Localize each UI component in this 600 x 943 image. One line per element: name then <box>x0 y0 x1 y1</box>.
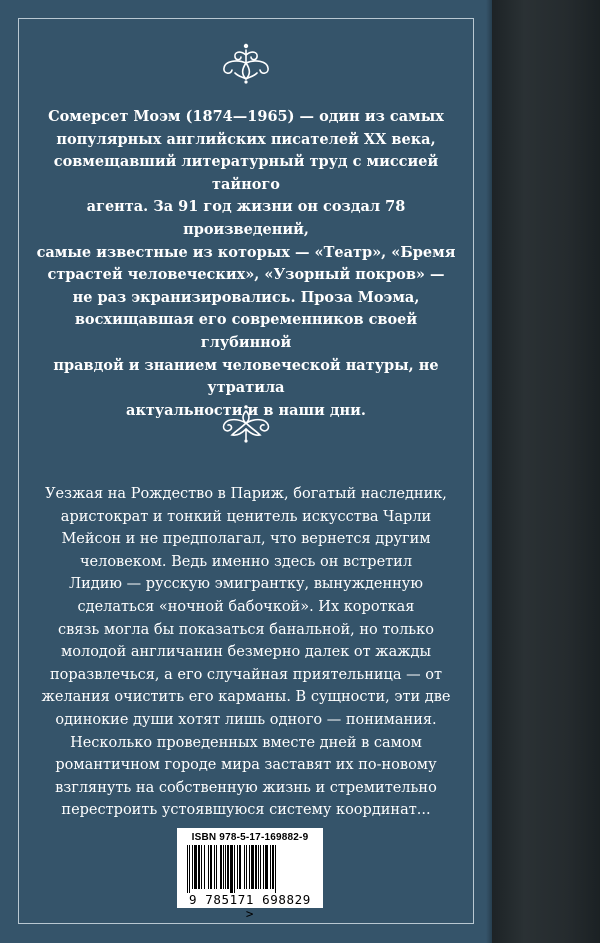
barcode-stripe <box>220 845 222 889</box>
blurb-line: Мейсон и не предполагал, что вернется другим <box>61 531 431 548</box>
barcode-stripe <box>223 845 224 889</box>
barcode-stripe <box>270 845 271 889</box>
blurb-line: желания очистить его карманы. В сущности, эти две <box>41 689 451 706</box>
barcode-stripe <box>260 845 261 889</box>
barcode-stripe <box>214 845 215 889</box>
bio-line: не раз экранизировались. Проза Моэма, <box>72 288 420 306</box>
barcode-stripe <box>244 845 245 889</box>
barcode-stripe <box>265 845 268 889</box>
barcode-stripe <box>237 845 238 889</box>
author-bio <box>28 106 464 422</box>
barcode-stripe <box>255 845 257 889</box>
blurb-line: поразвлечься, а его случайная приятельница — от <box>50 666 442 683</box>
blurb-line: перестроить устоявшуюся систему координат... <box>61 802 431 819</box>
book-spine <box>492 0 600 943</box>
bio-line: Сомерсет Моэм (1874—1965) — один из самых <box>48 108 444 125</box>
bio-line: страстей человеческих», «Узорный покров» — <box>47 266 445 284</box>
blurb-line: Уезжая на Рождество в Париж, богатый наследник, <box>45 486 447 502</box>
barcode-stripe <box>263 845 264 889</box>
bio-line: совмещавший литературный труд с миссией тайного <box>53 153 439 193</box>
barcode-stripe <box>189 845 190 893</box>
blurb-line: романтичном городе мира заставят их по-новому <box>55 757 437 774</box>
bio-line: актуальности и в наши дни. <box>126 401 366 419</box>
barcode-stripe <box>216 845 217 889</box>
blurb-line: взглянуть на собственную жизнь и стремительно <box>55 779 437 796</box>
barcode-stripe <box>194 845 197 889</box>
book-blurb <box>28 483 464 822</box>
barcode-stripe <box>198 845 200 889</box>
barcode-stripe <box>208 845 209 889</box>
barcode-stripe <box>258 845 259 889</box>
ornament-flourish-icon <box>217 41 275 85</box>
blurb-line: сделаться «ночной бабочкой». Их короткая <box>77 598 415 615</box>
blurb-line: Несколько проведенных вместе дней в самом <box>70 734 422 751</box>
barcode-stripe <box>227 845 229 889</box>
barcode-digits: 9 785171 698829 > <box>189 892 311 921</box>
barcode-stripe <box>234 845 235 893</box>
bio-line: правдой и знанием человеческой натуры, не утратила <box>53 356 439 397</box>
barcode-stripe <box>192 845 193 889</box>
barcode-stripe <box>201 845 202 889</box>
barcode-stripe <box>275 845 276 893</box>
barcode-stripe <box>187 845 188 893</box>
bio-line: агента. За 91 год жизни он создал 78 произведений, <box>86 198 406 238</box>
barcode-stripe <box>210 845 212 889</box>
barcode-stripe <box>239 845 241 889</box>
barcode-stripe <box>230 845 233 893</box>
isbn-barcode <box>177 828 323 921</box>
barcode-stripe <box>272 845 274 889</box>
bio-line: восхищавшая его современников своей глубинной <box>74 311 418 351</box>
blurb-line: Лидию — русскую эмигрантку, вынужденную <box>69 576 423 593</box>
blurb-line: молодой англичанин безмерно далек от жажды <box>60 644 432 661</box>
blurb-line: одинокие души хотят лишь одного — понимания. <box>55 711 437 728</box>
barcode-stripe <box>249 845 250 889</box>
barcode-stripe <box>204 845 205 889</box>
bio-line: популярных английских писателей XX века, <box>56 130 436 148</box>
barcode-bars <box>185 845 315 893</box>
blurb-line: связь могла бы показаться банальной, но только <box>58 621 434 638</box>
barcode-stripe <box>251 845 254 889</box>
isbn-label: ISBN 978-5-17-169882-9 <box>191 832 309 843</box>
barcode-stripe <box>225 845 226 889</box>
bio-line: самые известные из которых — «Театр», «Бремя <box>36 243 456 261</box>
blurb-line: аристократ и тонкий ценитель искусства Чарли <box>60 508 432 525</box>
blurb-line: человеком. Ведь именно здесь он встретил <box>79 553 413 570</box>
barcode-stripe <box>246 845 247 889</box>
